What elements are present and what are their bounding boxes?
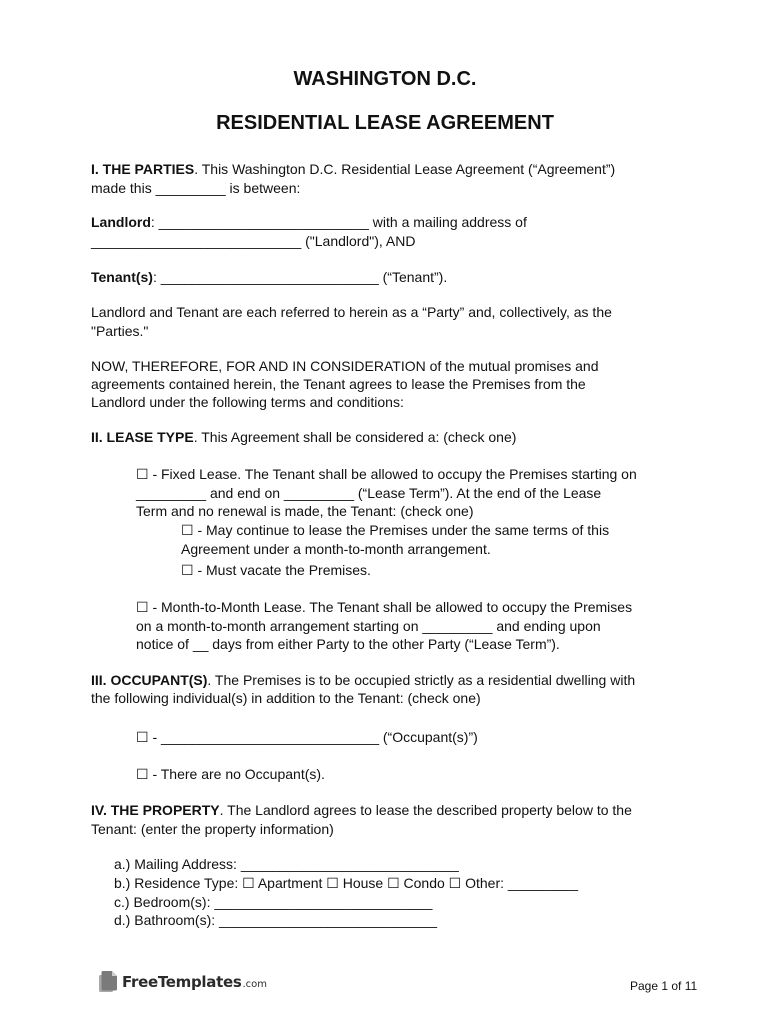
lease-type-text: . This Agreement shall be considered a: (check one) [193,429,517,445]
occupants-heading: III. OCCUPANT(S) [91,672,208,688]
landlord-text: : ___________________________ with a mailing address of [150,214,527,230]
party-definition-line1: Landlord and Tenant are each referred to herein as a “Party” and, collectively, as the [91,304,612,320]
property-text: . The Landlord agrees to lease the described property below to the [219,802,632,818]
tenant-line [91,268,447,287]
property-item-bathrooms: d.) Bathroom(s): ____________________________ [114,912,438,928]
property-intro-line1 [91,801,632,820]
property-item-residence-type[interactable]: b.) Residence Type: ☐ Apartment ☐ House ☐ Condo ☐ Other: _________ [114,875,578,891]
property-intro-line2: Tenant: (enter the property information) [91,821,334,837]
freetemplates-logo [97,970,267,994]
consideration-line1: NOW, THEREFORE, FOR AND IN CONSIDERATION of the mutual promises and [91,358,599,374]
fixed-lease-option-vacate[interactable]: ☐ - Must vacate the Premises. [181,562,371,578]
fixed-lease-option-continue[interactable]: ☐ - May continue to lease the Premises under the same terms of this [181,522,610,538]
party-definition-line2: "Parties." [91,323,149,339]
property-item-mailing-address: a.) Mailing Address: ____________________________ [114,856,459,872]
logo-suffix: .com [242,978,267,990]
fixed-lease-checkbox-line1[interactable]: ☐ - Fixed Lease. The Tenant shall be allowed to occupy the Premises starting on [136,466,637,482]
page-number: Page 1 of 11 [630,979,698,993]
lease-type-intro [91,428,516,447]
landlord-line2: ___________________________ ("Landlord"), AND [91,233,416,249]
document-title-line1: WASHINGTON D.C. [293,68,477,90]
lease-type-heading: II. LEASE TYPE [91,429,194,445]
fixed-lease-line2: _________ and end on _________ (“Lease Term”). At the end of the Lease [136,485,602,501]
tenant-label: Tenant(s) [91,269,153,285]
property-item-bedrooms: c.) Bedroom(s): ____________________________ [114,894,433,910]
property-heading: IV. THE PROPERTY [91,802,220,818]
monthly-lease-line2: on a month-to-month arrangement starting on _________ and ending upon [136,618,601,634]
landlord-line1 [91,213,527,232]
parties-text: . This Washington D.C. Residential Lease Agreement (“Agreement”) [194,161,616,177]
monthly-lease-checkbox-line1[interactable]: ☐ - Month-to-Month Lease. The Tenant shall be allowed to occupy the Premises [136,599,633,615]
parties-heading: I. THE PARTIES [91,161,195,177]
occupants-intro-line2: the following individual(s) in addition to the Tenant: (check one) [91,690,481,706]
occupants-option-none[interactable]: ☐ - There are no Occupant(s). [136,766,325,782]
document-icon [97,970,119,994]
fixed-lease-option-continue-line2: Agreement under a month-to-month arrangement. [181,541,491,557]
occupants-intro-line1 [91,671,635,690]
consideration-line3: Landlord under the following terms and conditions: [91,394,404,410]
landlord-label: Landlord [91,214,151,230]
occupants-text: . The Premises is to be occupied strictly as a residential dwelling with [207,672,636,688]
consideration-line2: agreements contained herein, the Tenant agrees to lease the Premises from the [91,376,586,392]
fixed-lease-line3: Term and no renewal is made, the Tenant: (check one) [136,503,474,519]
parties-paragraph-line2: made this _________ is between: [91,180,301,196]
monthly-lease-line3: notice of __ days from either Party to the other Party (“Lease Term”). [136,636,560,652]
parties-paragraph-line1 [91,160,615,179]
document-title-line2: RESIDENTIAL LEASE AGREEMENT [216,112,554,134]
logo-text: FreeTemplates [122,973,242,991]
occupants-option-named[interactable]: ☐ - ____________________________ (“Occupant(s)”) [136,729,478,745]
tenant-text: : ____________________________ (“Tenant”). [152,269,448,285]
